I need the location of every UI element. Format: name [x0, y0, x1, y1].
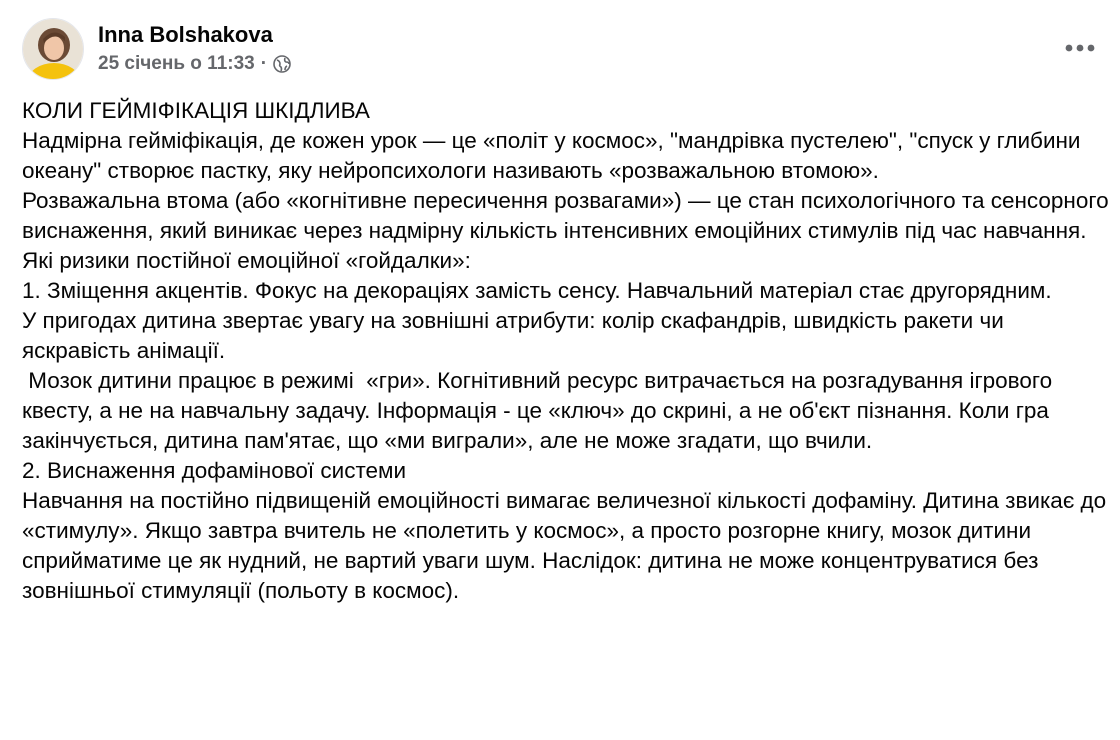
post-paragraph: Які ризики постійної емоційної «гойдалки»: [22, 248, 471, 273]
author-avatar[interactable] [22, 18, 84, 80]
post-paragraph: У пригодах дитина звертає увагу на зовнішні атрибути: колір скафандрів, швидкість ракети чи яскравість анімації. [22, 308, 1011, 363]
post-paragraph: 1. Зміщення акцентів. Фокус на декораціях замість сенсу. Навчальний матеріал стає другорядним. [22, 278, 1052, 303]
post-paragraph: Розважальна втома (або «когнітивне пересичення розвагами») — це стан психологічного та сенсорного виснаження, який виникає через надмірну кількість інтенсивних емоційних стимулів під час навчання. [22, 188, 1115, 243]
post-timestamp[interactable]: 25 січень о 11:33 [98, 53, 255, 74]
post-title: КОЛИ ГЕЙМІФІКАЦІЯ ШКІДЛИВА [22, 98, 370, 123]
avatar-photo [23, 19, 84, 80]
post-paragraph: Навчання на постійно підвищеній емоційності вимагає величезної кількості дофаміну. Дитина звикає до «стимулу». Якщо завтра вчитель не «полетить у космос», а просто розгорне книгу, мозок дитини сприйматиме це як нудний, не вартий уваги шум. Наслідок: дитина не може концентруватися без зовнішньої стимуляції (польоту в космос). [22, 488, 1113, 603]
author-block [98, 21, 291, 77]
post-header [22, 18, 291, 80]
post-paragraph: 2. Виснаження дофамінової системи [22, 458, 407, 483]
post-paragraph: Надмірна гейміфікація, де кожен урок — це «політ у космос», "мандрівка пустелею", "спуск у глибини океану" створює пастку, яку нейропсихологи називають «розважальною втомою». [22, 128, 1087, 183]
post-meta [98, 51, 291, 77]
post-paragraph: Мозок дитини працює в режимі «гри». Когнітивний ресурс витрачається на розгадування ігрового квесту, а не на навчальну задачу. Інформація - це «ключ» до скрині, а не об'єкт пізнання. Коли гра закінчується, дитина пам'ятає, що «ми виграли», але не може згадати, що вчили. [22, 368, 1059, 453]
meta-separator: · [260, 53, 268, 74]
author-name[interactable]: Inna Bolshakova [98, 22, 273, 47]
post-body [22, 96, 1114, 606]
globe-icon[interactable] [273, 55, 291, 73]
more-options-button[interactable] [1060, 34, 1100, 62]
more-options-icon [1065, 44, 1095, 52]
